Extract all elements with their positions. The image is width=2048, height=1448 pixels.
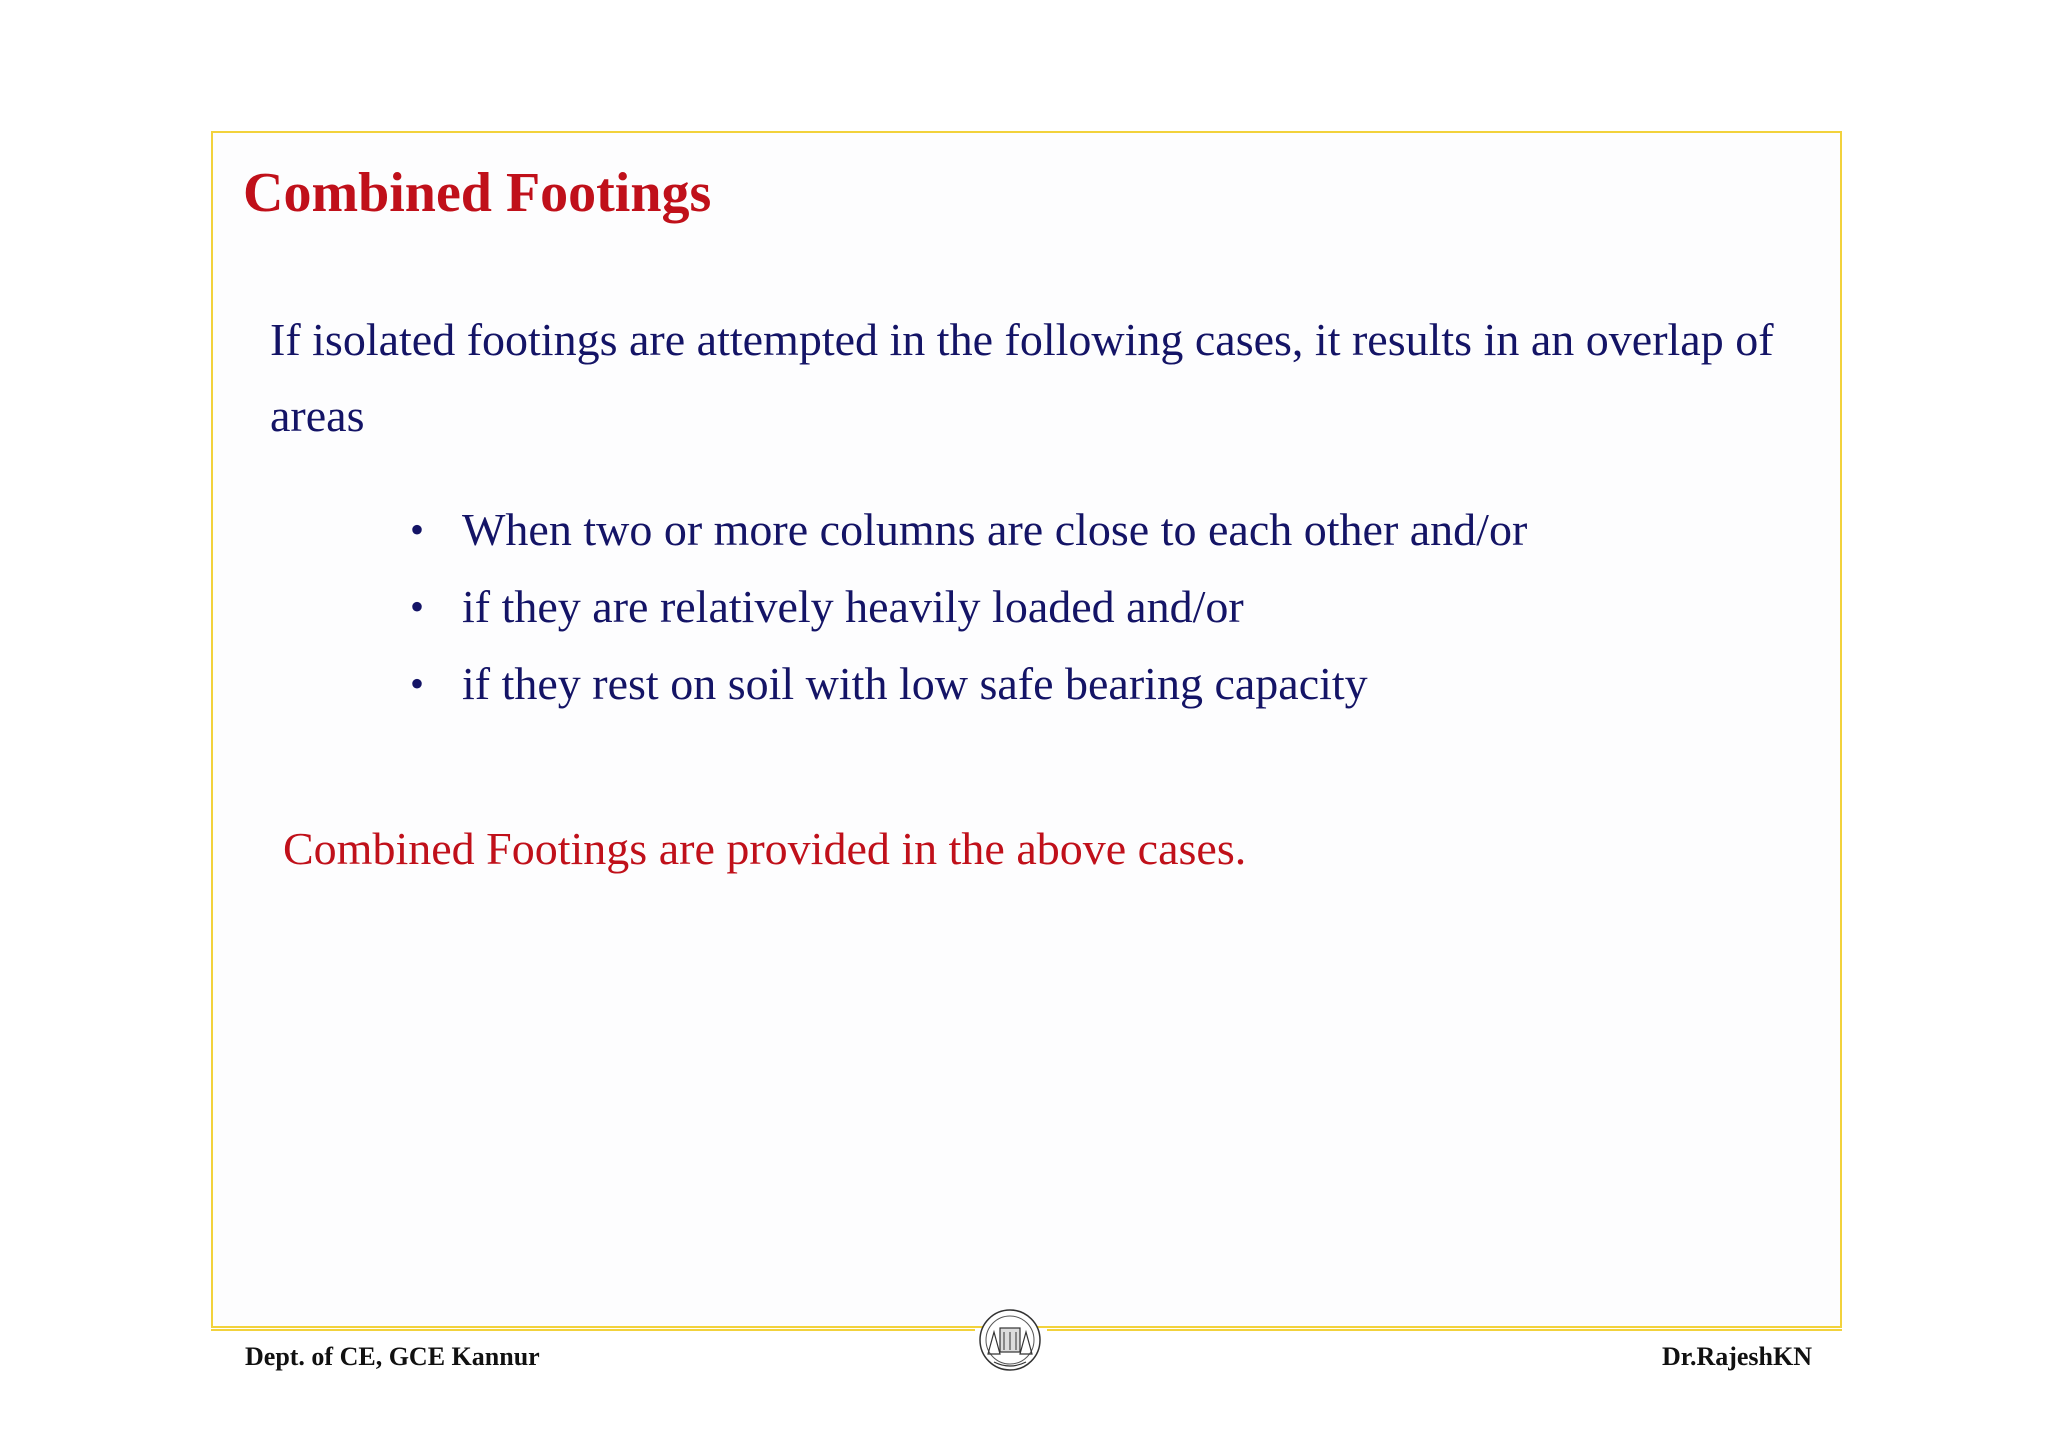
footer-department: Dept. of CE, GCE Kannur <box>245 1342 540 1371</box>
college-emblem-icon <box>974 1302 1046 1382</box>
bullet-icon: • <box>410 507 425 552</box>
footer-author: Dr.RajeshKN <box>1662 1342 1812 1371</box>
bullet-item <box>410 645 1527 722</box>
bullet-text: if they are relatively heavily loaded and/or <box>462 581 1244 632</box>
bullet-icon: • <box>410 584 425 629</box>
bullet-item <box>410 491 1527 568</box>
conclusion-text: Combined Footings are provided in the above cases. <box>283 823 1247 874</box>
bullet-item <box>410 568 1527 645</box>
bullet-text: When two or more columns are close to each other and/or <box>462 504 1528 555</box>
bullet-text: if they rest on soil with low safe bearing capacity <box>462 658 1368 709</box>
intro-paragraph: If isolated footings are attempted in the following cases, it results in an overlap of areas <box>270 314 1774 441</box>
bullet-list <box>410 491 1527 722</box>
footer-divider-right <box>1047 1329 1842 1331</box>
footer-divider-left <box>211 1329 975 1331</box>
bullet-icon: • <box>410 661 425 706</box>
slide-title: Combined Footings <box>243 162 712 224</box>
